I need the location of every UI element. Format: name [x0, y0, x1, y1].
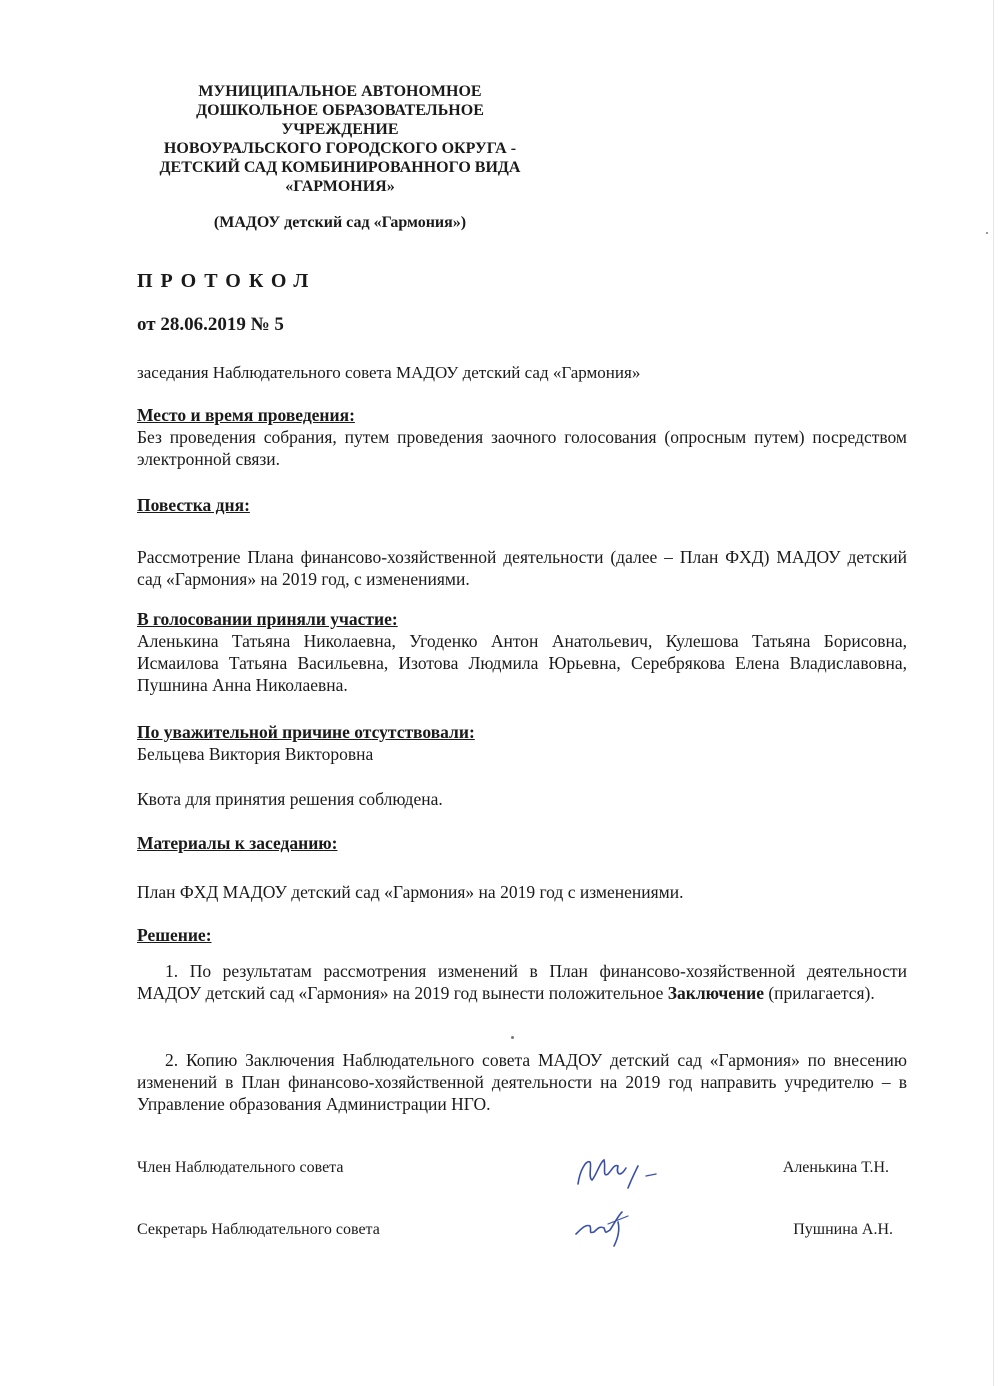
- signature-row-member: [137, 1159, 897, 1183]
- scan-speck: [986, 232, 988, 234]
- org-line: ДОШКОЛЬНОЕ ОБРАЗОВАТЕЛЬНОЕ: [196, 102, 484, 119]
- agenda-text: Рассмотрение Плана финансово-хозяйственной деятельности (далее – План ФХД) МАДОУ детский сад «Гармония» на 2019 год, с изменениями.: [137, 547, 907, 589]
- venue-text: Без проведения собрания, путем проведения заочного голосования (опросным путем) посредством электронной связи.: [137, 427, 907, 469]
- decision-section: [137, 924, 907, 946]
- org-line: «ГАРМОНИЯ»: [285, 178, 395, 195]
- agenda-body: [137, 546, 907, 590]
- organization-short-name: (МАДОУ детский сад «Гармония»): [213, 214, 467, 231]
- decision-item-1-bold: Заключение: [667, 983, 764, 1003]
- decision-heading: Решение:: [137, 925, 212, 945]
- venue-heading: Место и время проведения:: [137, 405, 355, 425]
- org-line: ДЕТСКИЙ САД КОМБИНИРОВАННОГО ВИДА: [159, 159, 521, 176]
- decision-item-2: [137, 1049, 907, 1115]
- materials-body: [137, 881, 907, 903]
- decision-item-1-tail: (прилагается).: [763, 983, 875, 1003]
- decision-item-1: [137, 960, 907, 1004]
- decision-item-1-body: 1. По результатам рассмотрения изменений в План финансово-хозяйственной деятельности МАДОУ детский сад «Гармония» на 2019 год вынести положительное: [137, 961, 907, 1003]
- handwritten-signature-2: [568, 1204, 648, 1250]
- signature-role: Член Наблюдательного совета: [137, 1159, 344, 1176]
- agenda-heading: Повестка дня:: [137, 495, 250, 515]
- materials-text: План ФХД МАДОУ детский сад «Гармония» на 2019 год с изменениями.: [137, 882, 684, 902]
- document-title: ПРОТОКОЛ: [137, 270, 317, 292]
- organization-header: [150, 82, 530, 196]
- participants-text: Аленькина Татьяна Николаевна, Угоденко Антон Анатольевич, Кулешова Татьяна Борисовна, Исмаилова Татьяна Васильевна, Изотова Людмила Юрьевна, Серебрякова Елена Владиславовна, Пушнина Анна Николаевна.: [137, 631, 907, 695]
- scan-speck: [511, 1036, 514, 1039]
- signature-row-secretary: [137, 1221, 897, 1245]
- document-subtitle: заседания Наблюдательного совета МАДОУ детский сад «Гармония»: [137, 363, 641, 382]
- handwritten-signature-1: [568, 1148, 668, 1196]
- org-line: НОВОУРАЛЬСКОГО ГОРОДСКОГО ОКРУГА -: [163, 140, 517, 157]
- absent-text: Бельцева Виктория Викторовна: [137, 744, 374, 764]
- decision-item-1-text: [137, 960, 907, 1004]
- agenda-section: [137, 494, 907, 516]
- absent-section: [137, 721, 907, 765]
- signature-role: Секретарь Наблюдательного совета: [137, 1221, 380, 1238]
- signature-name: Пушнина А.Н.: [793, 1221, 893, 1238]
- document-date-number: от 28.06.2019 № 5: [137, 314, 284, 335]
- materials-heading: Материалы к заседанию:: [137, 833, 338, 853]
- materials-section: [137, 832, 907, 854]
- scan-edge: [993, 0, 994, 1386]
- decision-item-2-text: 2. Копию Заключения Наблюдательного совета МАДОУ детский сад «Гармония» по внесению изменений в План финансово-хозяйственной деятельности на 2019 год направить учредителю – в Управление образования Администрации НГО.: [137, 1050, 907, 1114]
- absent-heading: По уважительной причине отсутствовали:: [137, 722, 475, 742]
- signature-name: Аленькина Т.Н.: [782, 1159, 889, 1176]
- participants-section: [137, 608, 907, 696]
- participants-heading: В голосовании приняли участие:: [137, 609, 398, 629]
- org-line: УЧРЕЖДЕНИЕ: [281, 121, 399, 138]
- quorum-text: Квота для принятия решения соблюдена.: [137, 789, 443, 809]
- venue-section: [137, 404, 907, 470]
- org-line: МУНИЦИПАЛЬНОЕ АВТОНОМНОЕ: [198, 83, 482, 100]
